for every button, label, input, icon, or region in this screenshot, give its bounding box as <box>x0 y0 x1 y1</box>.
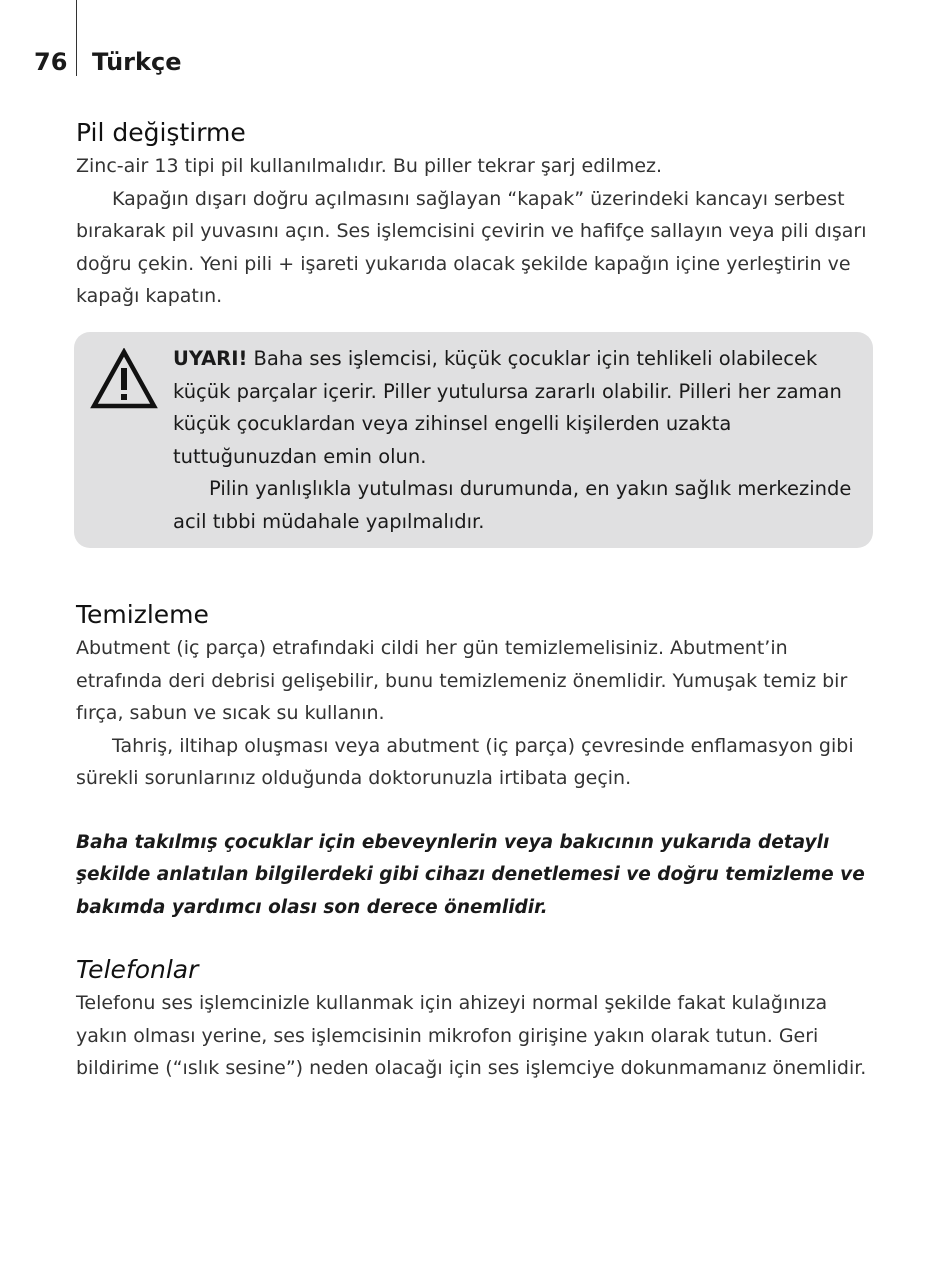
page-number: 76 <box>34 48 68 76</box>
language-label: Türkçe <box>92 48 182 76</box>
battery-paragraph-1: Zinc-air 13 tipi pil kullanılmalıdır. Bu piller tekrar şarj edilmez. <box>76 155 663 177</box>
battery-paragraph-2: Kapağın dışarı doğru açılmasını sağlayan “kapak” üzerindeki kancayı serbest bırakarak pil yuvasını açın. Ses işlemcisini çevirin ve hafifçe sallayın veya pili dışarı doğru çekin. Yeni pili + işareti yukarıda olacak şekilde kapağın içine yerleştirin ve kapağı kapatın. <box>76 187 867 307</box>
phones-paragraph-1: Telefonu ses işlemcinizle kullanmak için ahizeyi normal şekilde fakat kulağınıza yakın olması yerine, ses işlemcisinin mikrofon girişine yakın olarak tutun. Geri bildirime (“ıslık sesine”) neden olacağı için ses işlemciye dokunmamanız önemlidir. <box>76 992 867 1079</box>
warning-triangle-icon <box>90 348 158 410</box>
warning-paragraph-1 <box>173 343 863 473</box>
cleaning-note: Baha takılmış çocuklar için ebeveynlerin veya bakıcının yukarıda detaylı şekilde anlatılan bilgilerdeki gibi cihazı denetlemesi ve doğru temizleme ve bakımda yardımcı olası son derece önemlidir. <box>76 831 865 918</box>
phones-section <box>76 953 876 1085</box>
warning-paragraph-2: Pilin yanlışlıkla yutulması durumunda, en yakın sağlık merkezinde acil tıbbi müdahale yapılmalıdır. <box>173 477 852 533</box>
battery-section <box>76 116 876 313</box>
phones-heading: Telefonlar <box>76 955 199 984</box>
warning-body-1: Baha ses işlemcisi, küçük çocuklar için tehlikeli olabilecek küçük parçalar içerir. Piller yutulursa zararlı olabilir. Pilleri her zaman küçük çocuklardan veya zihinsel engelli kişilerden uzakta tuttuğunuzdan emin olun. <box>173 347 842 468</box>
cleaning-paragraph-1: Abutment (iç parça) etrafındaki cildi her gün temizlemelisiniz. Abutment’in etrafında deri debrisi gelişebilir, bunu temizlemeniz önemlidir. Yumuşak temiz bir fırça, sabun ve sıcak su kullanın. <box>76 637 848 724</box>
cleaning-paragraph-2: Tahriş, iltihap oluşması veya abutment (iç parça) çevresinde enflamasyon gibi sürekli sorunlarınız olduğunda doktorunuzla irtibata geçin. <box>76 734 854 789</box>
cleaning-section <box>76 598 876 924</box>
warning-box <box>74 332 873 548</box>
warning-text <box>173 343 863 538</box>
header-divider <box>76 0 77 76</box>
warning-label: UYARI! <box>173 347 248 370</box>
cleaning-heading: Temizleme <box>76 600 209 629</box>
battery-heading: Pil değiştirme <box>76 118 246 147</box>
